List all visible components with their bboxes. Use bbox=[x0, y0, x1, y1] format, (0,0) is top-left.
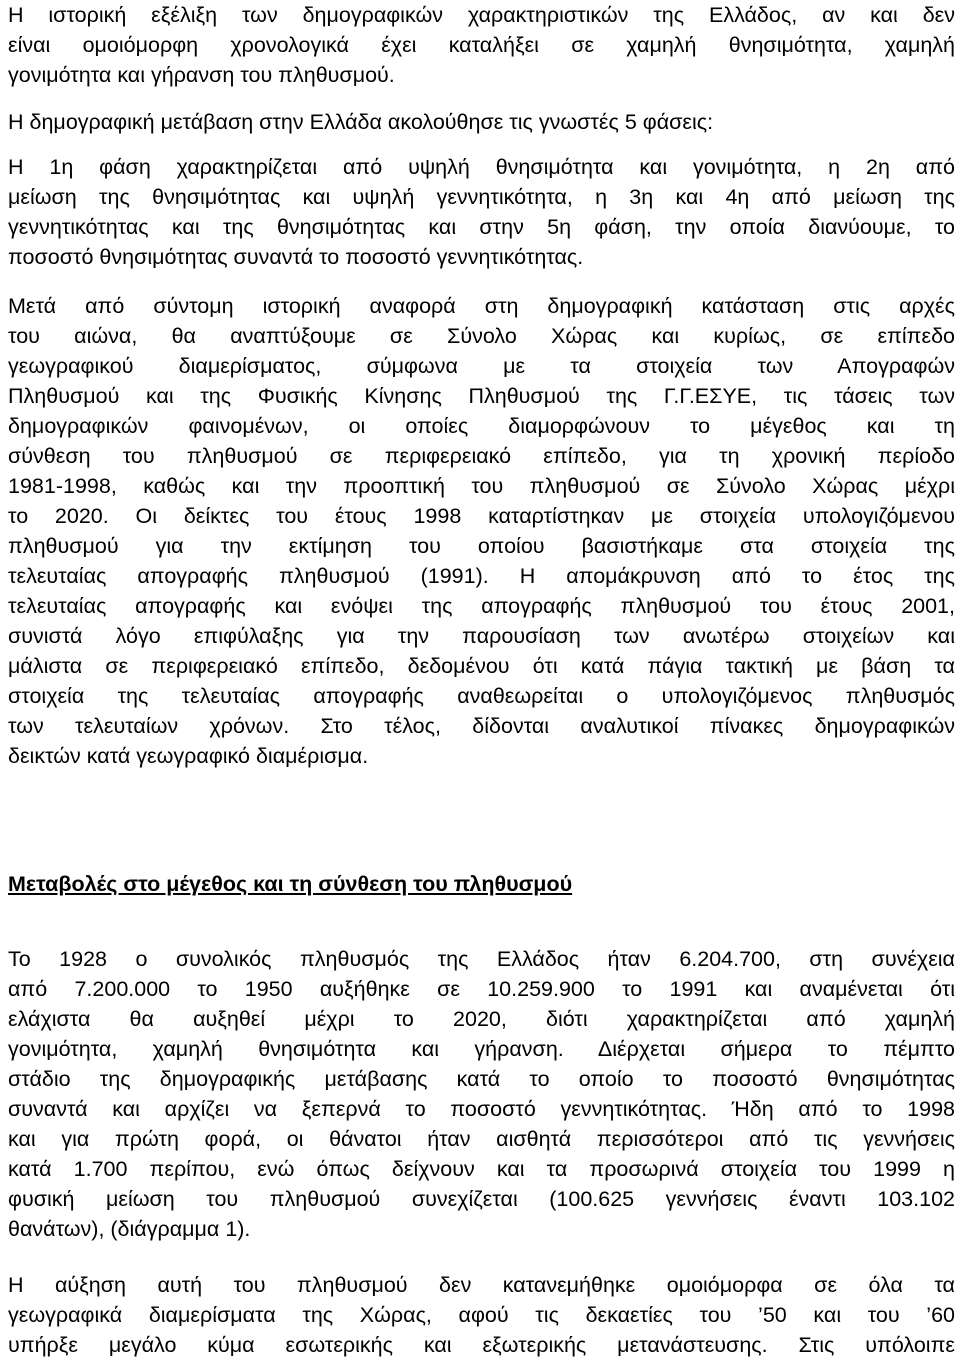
phases-intro-paragraph bbox=[8, 107, 955, 137]
text-line: ποσοστό θνησιμότητας συναντά το ποσοστό γεννητικότητας. bbox=[8, 245, 584, 269]
text-line: του αιώνα, θα αναπτύξουμε σε Σύνολο Χώρας και κυρίως, σε επίπεδο bbox=[8, 324, 955, 348]
text-line: συναντά και αρχίζει να ξεπερνά το ποσοστό γεννητικότητας. Ήδη από το 1998 bbox=[8, 1097, 955, 1121]
intro-paragraph bbox=[8, 0, 955, 90]
text-line: γονιμότητα και γήρανση του πληθυσμού. bbox=[8, 63, 395, 87]
text-line: πληθυσμού για την εκτίμηση του οποίου βασιστήκαμε στα στοιχεία της bbox=[8, 534, 955, 558]
text-line: γεννητικότητας και της θνησιμότητας και στην 5η φάση, την οποία διανύουμε, το bbox=[8, 215, 955, 239]
text-line: μείωση της θνησιμότητας και υψηλή γεννητικότητα, η 3η και 4η από μείωση της bbox=[8, 185, 955, 209]
text-line: των τελευταίων χρόνων. Στο τέλος, δίδονται αναλυτικοί πίνακες δημογραφικών bbox=[8, 714, 955, 738]
text-line: γονιμότητα, χαμηλή θνησιμότητα και γήρανση. Διέρχεται σήμερα το πέμπτο bbox=[8, 1037, 955, 1061]
distribution-paragraph bbox=[8, 1270, 955, 1360]
text-line: 1981-1998, καθώς και την προοπτική του πληθυσμού σε Σύνολο Χώρας μέχρι bbox=[8, 474, 955, 498]
text-line: Η 1η φάση χαρακτηρίζεται από υψηλή θνησιμότητα και γονιμότητα, η 2η από bbox=[8, 155, 955, 179]
text-line: Η ιστορική εξέλιξη των δημογραφικών χαρακτηριστικών της Ελλάδος, αν και δεν bbox=[8, 3, 955, 27]
text-line: συνιστά λόγο επιφύλαξης για την παρουσίαση των ανωτέρω στοιχείων και bbox=[8, 624, 955, 648]
text-line: γεωγραφικά διαμερίσματα της Χώρας, αφού τις δεκαετίες του ’50 και του ’60 bbox=[8, 1303, 955, 1327]
text-line: Το 1928 ο συνολικός πληθυσμός της Ελλάδος ήταν 6.204.700, στη συνέχεια bbox=[8, 947, 955, 971]
text-line: μάλιστα σε περιφερειακό επίπεδο, δεδομένου ότι κατά πάγια τακτική με βάση τα bbox=[8, 654, 955, 678]
text-line: Πληθυσμού και της Φυσικής Κίνησης Πληθυσμού της Γ.Γ.ΕΣΥΕ, τις τάσεις των bbox=[8, 384, 955, 408]
text-line: είναι ομοιόμορφη χρονολογικά έχει καταλήξει σε χαμηλή θνησιμότητα, χαμηλή bbox=[8, 33, 955, 57]
text-line: και για πρώτη φορά, οι θάνατοι ήταν αισθητά περισσότεροι από τις γεννήσεις bbox=[8, 1127, 955, 1151]
section-heading: Μεταβολές στο μέγεθος και τη σύνθεση του πληθυσμού bbox=[8, 872, 573, 896]
overview-paragraph bbox=[8, 291, 955, 771]
text-line: δημογραφικών φαινομένων, οι οποίες διαμορφώνουν το μέγεθος και τη bbox=[8, 414, 955, 438]
text-line: γεωγραφικού διαμερίσματος, σύμφωνα με τα στοιχεία των Απογραφών bbox=[8, 354, 955, 378]
text-line: Η δημογραφική μετάβαση στην Ελλάδα ακολούθησε τις γνωστές 5 φάσεις: bbox=[8, 110, 714, 134]
text-line: στάδιο της δημογραφικής μετάβασης κατά το οποίο το ποσοστό θνησιμότητας bbox=[8, 1067, 955, 1091]
text-line: θανάτων), (διάγραμμα 1). bbox=[8, 1217, 251, 1241]
text-line: Η αύξηση αυτή του πληθυσμού δεν κατανεμήθηκε ομοιόμορφα σε όλα τα bbox=[8, 1273, 955, 1297]
text-line: φυσική μείωση του πληθυσμού συνεχίζεται (100.625 γεννήσεις έναντι 103.102 bbox=[8, 1187, 955, 1211]
text-line: κατά 1.700 περίπου, ενώ όπως δείχνουν και τα προσωρινά στοιχεία του 1999 η bbox=[8, 1157, 955, 1181]
phases-paragraph bbox=[8, 152, 955, 272]
text-line: τελευταίας απογραφής και ενόψει της απογραφής πληθυσμού του έτους 2001, bbox=[8, 594, 955, 618]
text-line: υπήρξε μεγάλο κύμα εσωτερικής και εξωτερικής μετανάστευσης. Στις υπόλοιπε bbox=[8, 1333, 955, 1357]
text-line: σύνθεση του πληθυσμού σε περιφερειακό επίπεδο, για τη χρονική περίοδο bbox=[8, 444, 955, 468]
text-line: Μετά από σύντομη ιστορική αναφορά στη δημογραφική κατάσταση στις αρχές bbox=[8, 294, 955, 318]
text-line: στοιχεία της τελευταίας απογραφής αναθεωρείται ο υπολογιζόμενος πληθυσμός bbox=[8, 684, 955, 708]
text-line: τελευταίας απογραφής πληθυσμού (1991). Η απομάκρυνση από το έτος της bbox=[8, 564, 955, 588]
text-line: από 7.200.000 το 1950 αυξήθηκε σε 10.259.900 το 1991 και αναμένεται ότι bbox=[8, 977, 955, 1001]
population-changes-paragraph bbox=[8, 944, 955, 1244]
text-line: ελάχιστα θα αυξηθεί μέχρι το 2020, διότι χαρακτηρίζεται από χαμηλή bbox=[8, 1007, 955, 1031]
text-line: το 2020. Οι δείκτες του έτους 1998 καταρτίστηκαν με στοιχεία υπολογιζόμενου bbox=[8, 504, 955, 528]
text-line: δεικτών κατά γεωγραφικό διαμέρισμα. bbox=[8, 744, 369, 768]
